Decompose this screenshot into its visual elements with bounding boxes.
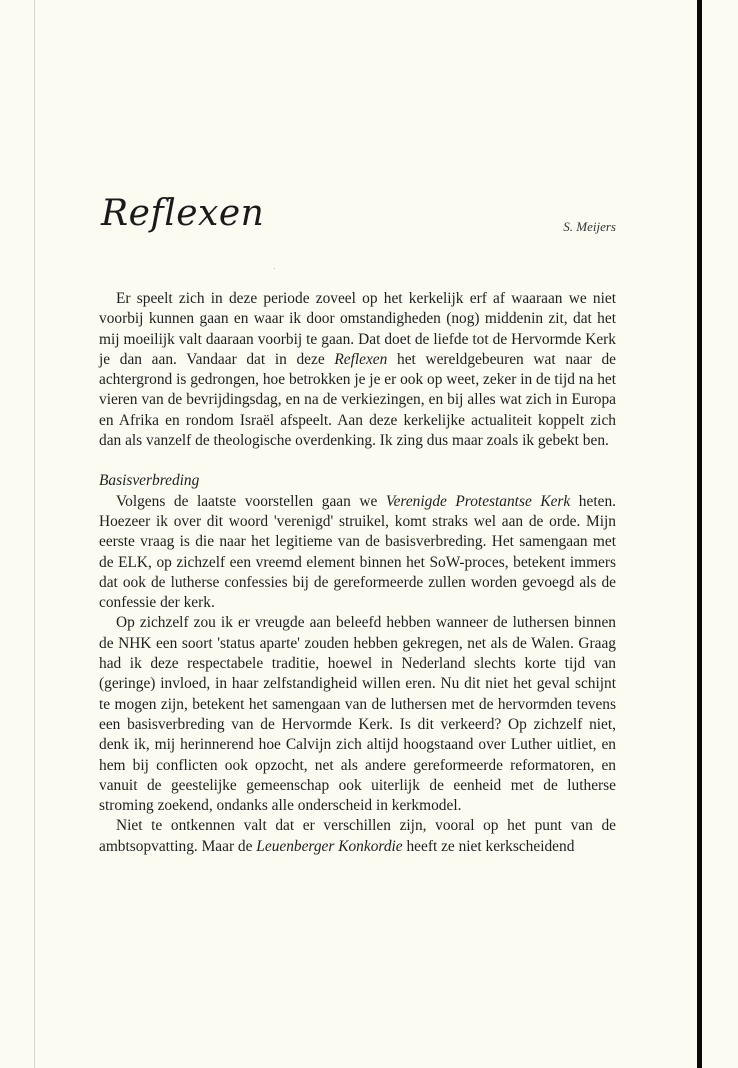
paragraph-3-italic-term: Leuenberger Konkordie [256, 837, 403, 855]
section-heading: Basisverbreding [99, 472, 200, 490]
section-paragraph-3 [99, 816, 616, 857]
section-paragraph-1 [99, 492, 616, 614]
paragraph-1-part-2: heten. Hoezeer ik over dit woord 'verenigd' struikel, komt straks wel aan de orde. Mijn eerste vraag is die naar het legitieme van de basisverbreding. Het samengaan met de ELK, op zichzelf een vreemd element binnen het SoW-proces, betekent immers dat ook de lutherse confessies bij de gereformeerde zullen worden gevoegd als de confessie der kerk. [99, 492, 616, 612]
scan-speck [274, 268, 275, 269]
right-page-edge [697, 0, 702, 1068]
article-title: Reflexen [101, 193, 265, 234]
intro-italic-term: Reflexen [334, 350, 388, 368]
article-body [99, 289, 616, 857]
paragraph-1-italic-term: Verenigde Protestantse Kerk [385, 492, 571, 510]
paragraph-3-part-1: Niet te ontkennen valt dat er verschillen zijn, vooral op het punt van de ambtsopvatting. Maar de [99, 817, 616, 855]
paragraph-3-part-2: heeft ze niet kerkscheidend [402, 837, 575, 855]
intro-text-part-1: Er speelt zich in deze periode zoveel op het kerkelijk erf af waaraan we niet voorbij kunnen gaan en waar ik door omstandigheden (nog) middenin zit, dat het mij moeilijk valt daaraan voorbij te gaan. Dat doet de liefde tot de Hervormde Kerk je dan aan. Vandaar dat in deze [99, 290, 616, 368]
section-paragraph-2: Op zichzelf zou ik er vreugde aan beleefd hebben wanneer de luthersen binnen de NHK een soort 'status aparte' zouden hebben gekregen, net als de Walen. Graag had ik deze respectabele traditie, hoewel in Nederland slechts korte tijd van (geringe) invloed, in haar zelfstandigheid willen eren. Nu dit niet het geval schijnt te mogen zijn, betekent het samengaan van de luthersen met de hervormden tevens een basisverbreding van de Hervormde Kerk. Is dit verkeerd? Op zichzelf niet, denk ik, mij herinnerend hoe Calvijn zich altijd hoogstaand over Luther uitliet, en hem bij conflicten ook opzocht, net als andere gereformeerde reformatoren, en vanuit de geestelijke gemeenschap ook uiterlijk de eenheid met de lutherse stroming zoekend, ondanks alle onderscheid in kerkmodel. [99, 614, 616, 815]
article-author: S. Meijers [563, 219, 616, 234]
left-page-edge [34, 0, 35, 1068]
paragraph-1-part-1: Volgens de laatste voorstellen gaan we [116, 492, 386, 510]
intro-text-part-2: het wereldgebeuren wat naar de achtergrond is gedrongen, hoe betrokken je je er ook op weet, zeker in de tijd na het vieren van de bevrijdingsdag, en na de verkiezingen, en bij alles wat zich in Europa en Afrika en rondom Israël afspeelt. Aan deze kerkelijke actualiteit koppelt zich dan als vanzelf de theologische overdenking. Ik zing dus maar zoals ik gebekt ben. [99, 350, 616, 450]
intro-paragraph [99, 289, 616, 451]
